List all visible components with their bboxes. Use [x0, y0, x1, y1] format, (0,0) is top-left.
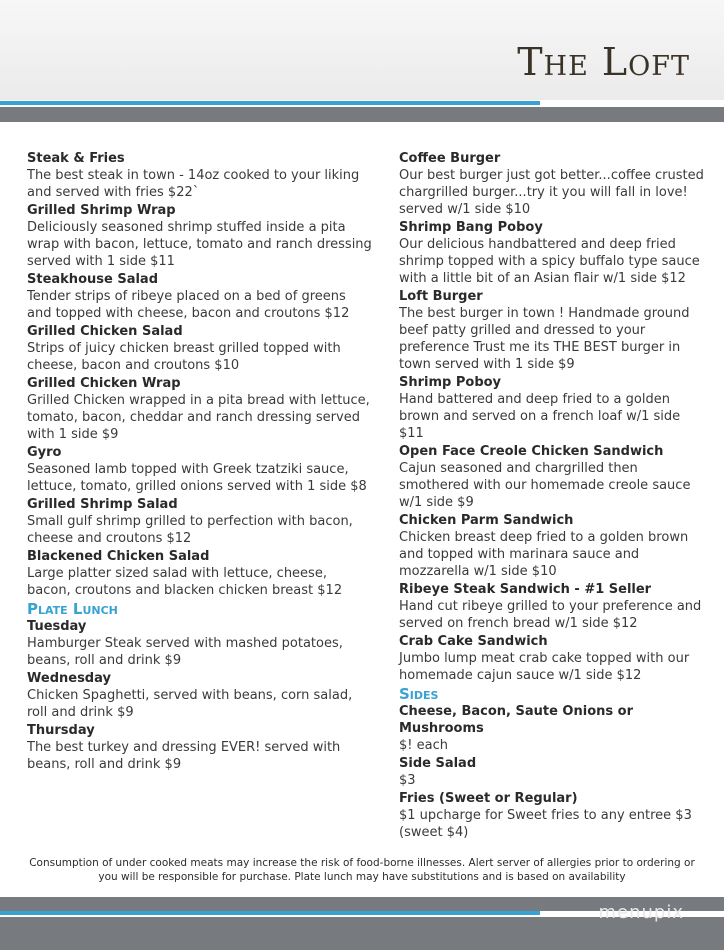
- item-description: Hamburger Steak served with mashed potatoes, beans, roll and drink $9: [27, 636, 343, 668]
- right-column: [399, 150, 709, 842]
- item-description: Large platter sized salad with lettuce, cheese, bacon, croutons and blacken chicken breast $12: [27, 566, 343, 598]
- item-description: Hand cut ribeye grilled to your preference and served on french bread w/1 side $12: [399, 599, 702, 631]
- menu-item: [399, 288, 709, 373]
- item-name: Open Face Creole Chicken Sandwich: [399, 444, 664, 459]
- menu-item: [27, 496, 372, 547]
- item-name: Thursday: [27, 723, 95, 738]
- item-description: Our delicious handbattered and deep fried shrimp topped with a spicy buffalo type sauce with a little bit of an Asian flair w/1 side $12: [399, 237, 700, 286]
- item-name: Grilled Shrimp Salad: [27, 497, 178, 512]
- item-description: $1 upcharge for Sweet fries to any entree $3 (sweet $4): [399, 808, 692, 840]
- menu-item: [27, 618, 372, 669]
- menu-item: [27, 444, 372, 495]
- menu-item: [399, 581, 709, 632]
- footer-accent-stripe: [0, 911, 540, 915]
- disclaimer-line: you will be responsible for purchase. Plate lunch may have substitutions and is based on availability: [98, 871, 626, 883]
- restaurant-title: The Loft: [517, 40, 690, 84]
- item-name: Wednesday: [27, 671, 111, 686]
- item-description: Our best burger just got better...coffee crusted chargrilled burger...try it you will fall in love! served w/1 side $10: [399, 168, 704, 217]
- item-name: Shrimp Poboy: [399, 375, 502, 390]
- plate-lunch-heading: Plate Lunch: [27, 600, 118, 618]
- menu-item: [399, 633, 709, 684]
- menu-item: [27, 150, 372, 201]
- header-gray-band: [0, 107, 724, 122]
- item-name: Side Salad: [399, 756, 477, 771]
- watermark: menupix: [598, 902, 684, 923]
- menu-item: [399, 150, 709, 218]
- sides-heading: Sides: [399, 685, 439, 703]
- allergy-disclaimer: [0, 856, 724, 884]
- item-name: Grilled Shrimp Wrap: [27, 203, 176, 218]
- menu-item: [27, 722, 372, 773]
- item-description: $3: [399, 773, 416, 788]
- item-description: Chicken breast deep fried to a golden brown and topped with marinara sauce and mozzarella w/1 side $10: [399, 530, 689, 579]
- item-name: Steak & Fries: [27, 151, 125, 166]
- item-description: Chicken Spaghetti, served with beans, corn salad, roll and drink $9: [27, 688, 353, 720]
- item-name: Crab Cake Sandwich: [399, 634, 548, 649]
- menu-item: [27, 323, 372, 374]
- item-description: Jumbo lump meat crab cake topped with our homemade cajun sauce w/1 side $12: [399, 651, 690, 683]
- item-description: Cajun seasoned and chargrilled then smothered with our homemade creole sauce w/1 side $9: [399, 461, 691, 510]
- item-description: $! each: [399, 738, 448, 753]
- item-description: The best burger in town ! Handmade ground beef patty grilled and dressed to your preference Trust me its THE BEST burger in town served with 1 side $9: [399, 306, 690, 372]
- menu-item: [399, 443, 709, 511]
- item-name: Loft Burger: [399, 289, 483, 304]
- menu-item: [399, 374, 709, 442]
- menu-item: [399, 790, 709, 841]
- item-description: Deliciously seasoned shrimp stuffed inside a pita wrap with bacon, lettuce, tomato and ranch dressing served with 1 side $11: [27, 220, 372, 269]
- menu-item: [27, 670, 372, 721]
- item-name: Shrimp Bang Poboy: [399, 220, 543, 235]
- item-name: Grilled Chicken Salad: [27, 324, 183, 339]
- menu-item: [399, 512, 709, 580]
- menu-item: [27, 271, 372, 322]
- item-description: The best turkey and dressing EVER! served with beans, roll and drink $9: [27, 740, 341, 772]
- item-description: Small gulf shrimp grilled to perfection with bacon, cheese and croutons $12: [27, 514, 353, 546]
- item-name: Cheese, Bacon, Saute Onions or Mushrooms: [399, 704, 633, 736]
- disclaimer-line: Consumption of under cooked meats may increase the risk of food-borne illnesses. Alert server of allergies prior to ordering or: [29, 857, 695, 869]
- menu-item: [27, 375, 372, 443]
- item-name: Tuesday: [27, 619, 87, 634]
- item-name: Grilled Chicken Wrap: [27, 376, 181, 391]
- menu-item: [27, 548, 372, 599]
- menu-item: [399, 219, 709, 287]
- menu-item: [399, 703, 709, 754]
- item-name: Steakhouse Salad: [27, 272, 159, 287]
- item-description: Strips of juicy chicken breast grilled topped with cheese, bacon and croutons $10: [27, 341, 341, 373]
- item-name: Coffee Burger: [399, 151, 501, 166]
- item-description: Hand battered and deep fried to a golden brown and served on a french loaf w/1 side $11: [399, 392, 681, 441]
- item-description: Tender strips of ribeye placed on a bed of greens and topped with cheese, bacon and croutons $12: [27, 289, 350, 321]
- header-accent-stripe: [0, 101, 540, 105]
- item-name: Chicken Parm Sandwich: [399, 513, 574, 528]
- item-name: Blackened Chicken Salad: [27, 549, 210, 564]
- menu-item: [399, 755, 709, 789]
- item-description: Seasoned lamb topped with Greek tzatziki sauce, lettuce, tomato, grilled onions served with 1 side $8: [27, 462, 367, 494]
- menu-item: [27, 202, 372, 270]
- item-name: Ribeye Steak Sandwich - #1 Seller: [399, 582, 652, 597]
- item-description: Grilled Chicken wrapped in a pita bread with lettuce, tomato, bacon, cheddar and ranch dressing served with 1 side $9: [27, 393, 370, 442]
- item-description: The best steak in town - 14oz cooked to your liking and served with fries $22`: [27, 168, 360, 200]
- item-name: Gyro: [27, 445, 62, 460]
- left-column: [27, 150, 372, 774]
- item-name: Fries (Sweet or Regular): [399, 791, 578, 806]
